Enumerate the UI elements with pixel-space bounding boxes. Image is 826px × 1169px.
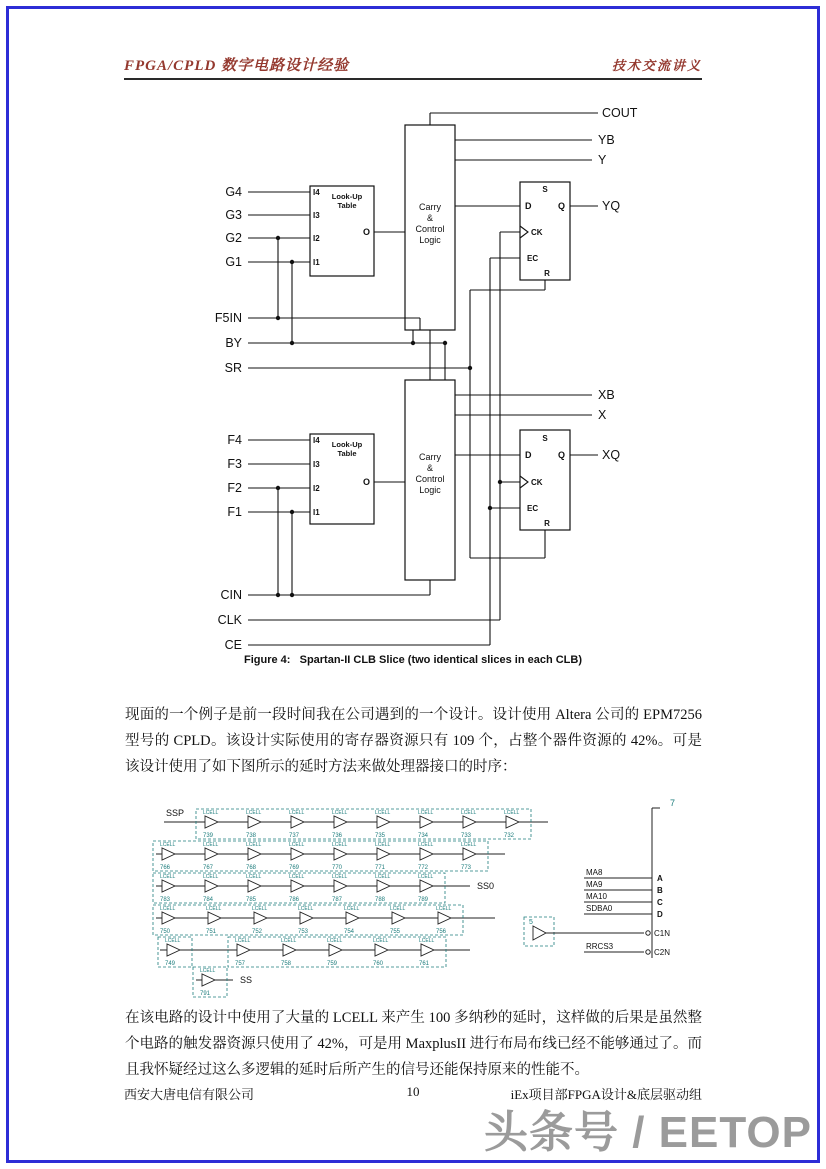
lcell-buffer-icon xyxy=(254,912,267,924)
lcell-label: LCELL xyxy=(246,874,262,880)
lut-pin-o: O xyxy=(362,227,370,237)
ff-pin-ck: CK xyxy=(531,228,543,237)
lcell-number: 732 xyxy=(504,833,515,839)
lcell-label: LCELL xyxy=(390,906,406,912)
lcell-label: LCELL xyxy=(461,842,477,848)
carry-text-4: Logic xyxy=(419,235,441,245)
lcell-buffer-icon xyxy=(463,848,476,860)
ff-pin-ck: CK xyxy=(531,478,543,487)
label-cin: CIN xyxy=(220,588,242,602)
lcell-buffer-icon xyxy=(162,912,175,924)
pin-label: C xyxy=(657,898,663,907)
lcell-label: LCELL xyxy=(289,842,305,848)
label-g3: G3 xyxy=(225,208,242,222)
lcell-label: LCELL xyxy=(289,874,305,880)
label-cout: COUT xyxy=(602,106,638,120)
lcell-label: LCELL xyxy=(504,810,520,816)
lcell-buffer-icon xyxy=(392,912,405,924)
footer-page-number: 10 xyxy=(406,1084,420,1099)
lcell-label: LCELL xyxy=(373,938,389,944)
label-yb: YB xyxy=(598,133,615,147)
label-y: Y xyxy=(598,153,607,167)
lut-pin-i4: I4 xyxy=(313,436,320,445)
lcell-buffer-icon xyxy=(420,880,433,892)
ff-pin-ec: EC xyxy=(527,504,539,513)
lcell-number: 737 xyxy=(289,833,300,839)
lcell-buffer-icon xyxy=(463,816,476,828)
lcell-label: LCELL xyxy=(246,842,262,848)
lcell-buffer-icon xyxy=(421,944,434,956)
lcell-buffer-icon xyxy=(377,848,390,860)
footer-company: 西安大唐电信有限公司 xyxy=(124,1087,255,1102)
lcell-number: 772 xyxy=(418,865,429,871)
ff-pin-d: D xyxy=(525,450,532,460)
carry-text-1: Carry xyxy=(419,452,441,462)
label-ce: CE xyxy=(224,638,242,652)
lcell-buffer-icon xyxy=(162,880,175,892)
label-clk: CLK xyxy=(217,613,242,627)
lcell-number: 761 xyxy=(419,961,430,967)
lcell-label: LCELL xyxy=(281,938,297,944)
lcell-number: 758 xyxy=(281,961,292,967)
lcell-label: LCELL xyxy=(418,842,434,848)
lut-title-line1: Look-Up xyxy=(331,192,363,201)
lcell-label: LCELL xyxy=(344,906,360,912)
lcell-number: 771 xyxy=(375,865,386,871)
lcell-number: 766 xyxy=(160,865,171,871)
lcell-buffer-icon xyxy=(205,848,218,860)
label-f3: F3 xyxy=(227,457,242,471)
lcell-number: 734 xyxy=(418,833,429,839)
lcell-buffer-icon xyxy=(346,912,359,924)
lcell-label: LCELL xyxy=(332,810,348,816)
lcell-number: 753 xyxy=(298,929,309,935)
lut-pin-i1: I1 xyxy=(313,508,320,517)
carry-text-3: Control xyxy=(415,474,445,484)
header-title: FPGA/CPLD 数字电路设计经验 xyxy=(124,58,350,74)
buffer-icon xyxy=(533,926,546,940)
lcell-label: LCELL xyxy=(203,874,219,880)
carry-text-2: & xyxy=(426,213,434,223)
lcell-number: 739 xyxy=(203,833,214,839)
lcell-label: LCELL xyxy=(206,906,222,912)
pin-label: C2N xyxy=(654,948,671,957)
lcell-buffer-icon xyxy=(248,816,261,828)
lcell-label: LCELL xyxy=(461,810,477,816)
lcell-buffer-icon xyxy=(283,944,296,956)
body-paragraph-1: 现面的一个例子是前一段时间我在公司遇到的一个设计。设计使用 Altera 公司的 EPM7256 型号的 CPLD。该设计实际使用的寄存器资源只有 109 个，占整个器件资源的 42%。可是该设计使用了如下图所示的延时方法来做处理器接口的时序： xyxy=(125,707,702,775)
label-g2: G2 xyxy=(225,231,242,245)
lut-pin-i3: I3 xyxy=(313,460,320,469)
lcell-number: 754 xyxy=(344,929,355,935)
lut-pin-i4: I4 xyxy=(313,188,320,197)
lcell-buffer-icon xyxy=(377,816,390,828)
lcell-buffer-icon xyxy=(205,816,218,828)
lcell-number: 760 xyxy=(373,961,384,967)
signal-name: RRCS3 xyxy=(586,942,614,951)
lut-pin-i1: I1 xyxy=(313,258,320,267)
lcell-buffer-icon xyxy=(334,880,347,892)
signal-name: MA10 xyxy=(586,892,607,901)
lcell-number: 750 xyxy=(160,929,171,935)
lcell-number: 767 xyxy=(203,865,214,871)
lcell-label: LCELL xyxy=(436,906,452,912)
lcell-label: LCELL xyxy=(246,810,262,816)
pin-label: B xyxy=(657,886,663,895)
lut-pin-i2: I2 xyxy=(313,234,320,243)
lcell-buffer-icon xyxy=(334,816,347,828)
lcell-number: 768 xyxy=(246,865,257,871)
buffer-number: 5 xyxy=(529,919,533,926)
lcell-number: 735 xyxy=(375,833,386,839)
lcell-number: 733 xyxy=(461,833,472,839)
lcell-delay-diagram xyxy=(0,790,826,1005)
lcell-buffer-icon xyxy=(202,974,215,986)
lut-pin-i2: I2 xyxy=(313,484,320,493)
lcell-label: LCELL xyxy=(235,938,251,944)
carry-text-2: & xyxy=(426,463,434,473)
lut-title-line2: Table xyxy=(337,201,357,210)
lcell-label: LCELL xyxy=(160,842,176,848)
lcell-number: 791 xyxy=(200,991,211,997)
lut-title-line2: Table xyxy=(337,449,357,458)
signal-name: MA9 xyxy=(586,880,603,889)
lcell-buffer-icon xyxy=(420,816,433,828)
lcell-label: LCELL xyxy=(252,906,268,912)
lcell-number: 755 xyxy=(390,929,401,935)
lcell-buffer-icon xyxy=(506,816,519,828)
clb-junction-dots xyxy=(276,236,502,597)
lcell-buffer-icon xyxy=(205,880,218,892)
label-xb: XB xyxy=(598,388,615,402)
lcell-buffer-icon xyxy=(167,944,180,956)
lcell-number: 736 xyxy=(332,833,343,839)
footer-group: iEx项目部FPGA设计&底层驱动组 xyxy=(510,1087,702,1102)
lcell-buffer-icon xyxy=(248,880,261,892)
lcell-buffer-icon xyxy=(162,848,175,860)
net-label: SSP xyxy=(166,808,185,818)
ff-pin-d: D xyxy=(525,201,532,211)
lcell-number: 751 xyxy=(206,929,217,935)
lcell-label: LCELL xyxy=(200,968,216,974)
lcell-number: 756 xyxy=(436,929,447,935)
lcell-label: LCELL xyxy=(419,938,435,944)
lcell-buffer-icon xyxy=(329,944,342,956)
lcell-buffer-icon xyxy=(291,880,304,892)
label-yq: YQ xyxy=(602,199,621,213)
carry-text-1: Carry xyxy=(419,202,441,212)
label-f4: F4 xyxy=(227,433,242,447)
header-subtitle: 技术交流讲义 xyxy=(611,58,702,73)
ff-pin-q: Q xyxy=(557,201,565,211)
lcell-buffer-icon xyxy=(248,848,261,860)
lcell-label: LCELL xyxy=(375,842,391,848)
lcell-buffer-icon xyxy=(208,912,221,924)
lcell-buffer-icon xyxy=(237,944,250,956)
pin-label: D xyxy=(657,910,663,919)
lcell-number: 786 xyxy=(289,897,300,903)
pin-label: A xyxy=(657,874,663,883)
lcell-buffer-icon xyxy=(291,848,304,860)
label-g1: G1 xyxy=(225,255,242,269)
lcell-buffer-icon xyxy=(291,816,304,828)
lcell-number: 770 xyxy=(332,865,343,871)
signal-name: SDBA0 xyxy=(586,904,613,913)
signal-name: MA8 xyxy=(586,868,603,877)
lcell-buffer-icon xyxy=(438,912,451,924)
lcell-label: LCELL xyxy=(298,906,314,912)
body-paragraph-2: 在该电路的设计中使用了大量的 LCELL 来产生 100 多纳秒的延时，这样做的后果是虽然整个电路的触发器资源只使用了 42%，可是用 MaxplusII 进行布局布线已经不能够通过了。而且我怀疑经过这么多逻辑的延时后所产生的信号还能保持原来的性能不。 xyxy=(125,1010,702,1078)
pin-bubble-icon xyxy=(646,950,650,954)
lcell-number: 759 xyxy=(327,961,338,967)
label-by: BY xyxy=(225,336,242,350)
lcell-label: LCELL xyxy=(165,938,181,944)
lcell-label: LCELL xyxy=(418,874,434,880)
lut-pin-i3: I3 xyxy=(313,211,320,220)
label-sr: SR xyxy=(224,361,242,375)
ff-pin-q: Q xyxy=(557,450,565,460)
ff-pin-s: S xyxy=(542,185,548,194)
carry-text-3: Control xyxy=(415,224,445,234)
label-f5in: F5IN xyxy=(214,311,242,325)
label-g4: G4 xyxy=(225,185,242,199)
label-xq: XQ xyxy=(602,448,621,462)
lcell-label: LCELL xyxy=(327,938,343,944)
label-f2: F2 xyxy=(227,481,242,495)
pin-bubble-icon xyxy=(646,931,650,935)
lcell-label: LCELL xyxy=(160,874,176,880)
lcell-number: 749 xyxy=(165,961,176,967)
lcell-label: LCELL xyxy=(375,874,391,880)
ff-pin-r: R xyxy=(544,269,550,278)
lcell-label: LCELL xyxy=(203,810,219,816)
label-x: X xyxy=(598,408,607,422)
lcell-number: 787 xyxy=(332,897,343,903)
lcell-label: LCELL xyxy=(289,810,305,816)
lut-pin-o: O xyxy=(362,477,370,487)
lcell-number: 789 xyxy=(418,897,429,903)
lcell-number: 783 xyxy=(160,897,171,903)
lut-title-line1: Look-Up xyxy=(331,440,363,449)
pin-label: C1N xyxy=(654,929,671,938)
lcell-number: 738 xyxy=(246,833,257,839)
label-f1: F1 xyxy=(227,505,242,519)
lcell-buffer-icon xyxy=(377,880,390,892)
lcell-buffer-icon xyxy=(334,848,347,860)
ff-pin-s: S xyxy=(542,434,548,443)
lcell-number: 788 xyxy=(375,897,386,903)
carry-text-4: Logic xyxy=(419,485,441,495)
lcell-label: LCELL xyxy=(160,906,176,912)
lcell-buffer-icon xyxy=(300,912,313,924)
lcell-buffer-icon xyxy=(375,944,388,956)
lcell-number: 785 xyxy=(246,897,257,903)
lcell-label: LCELL xyxy=(332,874,348,880)
lcell-label: LCELL xyxy=(375,810,391,816)
net-label: SS0 xyxy=(477,881,495,891)
lcell-label: LCELL xyxy=(203,842,219,848)
bus-width-label: 7 xyxy=(670,798,676,808)
net-label: SS xyxy=(240,975,253,985)
lcell-buffer-icon xyxy=(420,848,433,860)
lcell-label: LCELL xyxy=(332,842,348,848)
lcell-label: LCELL xyxy=(418,810,434,816)
watermark: 头条号 / EETOP xyxy=(483,1108,812,1157)
ff-pin-ec: EC xyxy=(527,254,539,263)
lcell-number: 784 xyxy=(203,897,214,903)
lcell-number: 752 xyxy=(252,929,263,935)
ff-pin-r: R xyxy=(544,519,550,528)
figure-caption: Figure 4: Spartan-II CLB Slice (two identical slices in each CLB) xyxy=(243,654,582,666)
lcell-number: 757 xyxy=(235,961,246,967)
lcell-number: 773 xyxy=(461,865,472,871)
lcell-number: 769 xyxy=(289,865,300,871)
